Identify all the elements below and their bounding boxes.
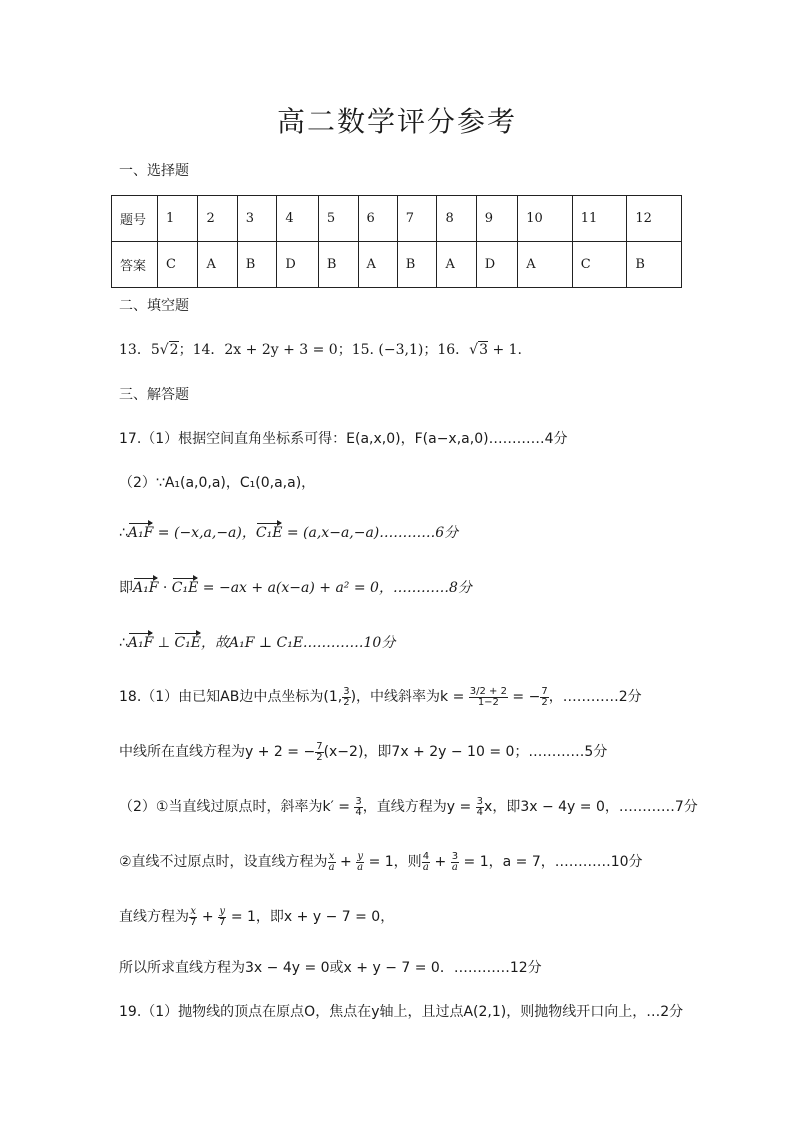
vector-c1e: C₁E — [174, 632, 201, 651]
p18-l4-text-3: = 1，a = 7，…………10分 — [459, 854, 643, 870]
sqrt-3: 3 — [479, 342, 489, 358]
numerator: y — [219, 905, 226, 917]
section-heading-fill: 二、填空题 — [119, 298, 189, 314]
fraction-slope — [469, 687, 508, 708]
table-cell-number: 1 — [158, 196, 198, 242]
p17-l4-prefix: 即 — [119, 580, 133, 596]
p17-l3-text-1: = (−x,a,−a)， — [153, 525, 256, 541]
table-cell-number: 6 — [358, 196, 397, 242]
table-cell-answer: B — [627, 242, 682, 288]
plus-symbol: + — [335, 854, 357, 870]
p18-line-5 — [119, 906, 394, 928]
table-cell-number: 11 — [572, 196, 627, 242]
p18-l3-text-2: ，直线方程为y = — [362, 799, 476, 815]
denominator: 2 — [316, 751, 323, 763]
table-cell-answer: A — [358, 242, 397, 288]
p18-line-6: 所以所求直线方程为3x − 4y = 0或x + y − 7 = 0．…………12分 — [119, 960, 542, 976]
numerator: 7 — [541, 685, 548, 697]
table-cell-answer: A — [198, 242, 237, 288]
denominator: 1−2 — [477, 696, 499, 708]
vector-a1f: A₁F — [133, 577, 158, 596]
p17-line-2: （2）∵A₁(a,0,a)，C₁(0,a,a)， — [119, 475, 316, 491]
numerator: 3 — [343, 685, 350, 697]
denominator: 4 — [355, 806, 362, 818]
numerator: y — [357, 850, 363, 862]
numerator: x — [190, 905, 196, 917]
denominator: a — [451, 861, 458, 873]
plus-symbol: + — [430, 854, 451, 870]
fill-answers-line: 13．5√2；14．2x + 2y + 3 = 0；15. (−3,1)；16．√3 + 1. — [119, 342, 523, 358]
table-cell-answer: C — [572, 242, 627, 288]
perpendicular-symbol: ⊥ — [153, 635, 175, 651]
page-title: 高二数学评分参考 — [276, 105, 517, 138]
vector-a1f: A₁F — [128, 632, 153, 651]
p19-line-1: 19.（1）抛物线的顶点在原点O，焦点在y轴上，且过点A(2,1)，则抛物线开口向上，…2分 — [119, 1004, 684, 1020]
table-cell-answer: B — [237, 242, 277, 288]
fraction-4-a — [422, 852, 430, 873]
fraction-3-a — [451, 852, 459, 873]
answer-table — [111, 195, 682, 288]
p18-l3-text-1: （2）①当直线过原点时，斜率为k′ = — [119, 799, 355, 815]
table-cell-number: 9 — [476, 196, 518, 242]
p17-line-3 — [119, 522, 458, 542]
p18-l3-text-3: x，即3x − 4y = 0，…………7分 — [484, 799, 698, 815]
fraction-3-4 — [476, 797, 484, 818]
numerator: 3 — [355, 795, 362, 807]
table-cell-answer: B — [397, 242, 437, 288]
p18-line-2 — [119, 741, 607, 763]
table-label-number: 题号 — [112, 196, 158, 242]
table-cell-number: 3 — [237, 196, 277, 242]
p18-l2-text-1: 中线所在直线方程为y + 2 = − — [119, 744, 316, 760]
table-cell-number: 4 — [277, 196, 319, 242]
table-cell-answer: D — [476, 242, 518, 288]
fraction-3-4 — [354, 797, 362, 818]
p18-l1-text-1: 18.（1）由已知AB边中点坐标为(1, — [119, 689, 343, 705]
denominator: a — [328, 861, 335, 873]
fraction-y-a — [356, 852, 364, 873]
sqrt-2: 2 — [169, 342, 179, 358]
p18-l2-text-2: (x−2)，即7x + 2y − 10 = 0；…………5分 — [323, 744, 608, 760]
fraction-7-2 — [540, 687, 548, 708]
table-cell-number: 2 — [198, 196, 237, 242]
p18-l1-text-2: )，中线斜率为k = — [350, 689, 469, 705]
p18-line-4 — [119, 851, 643, 873]
denominator: a — [422, 861, 429, 873]
denominator: 2 — [541, 696, 548, 708]
fill-text-3: + 1. — [488, 342, 523, 358]
vector-c1e: C₁E — [172, 577, 199, 596]
p18-l4-text-1: ②直线不过原点时，设直线方程为 — [119, 854, 328, 870]
numerator: 3/2 + 2 — [469, 685, 507, 697]
denominator: a — [357, 861, 364, 873]
therefore-symbol: ∴ — [119, 635, 128, 651]
table-cell-answer: B — [318, 242, 358, 288]
dot-operator: · — [158, 580, 172, 596]
numerator: x — [328, 850, 335, 862]
p17-line-1: 17.（1）根据空间直角坐标系可得：E(a,x,0)，F(a−x,a,0)…………4分 — [119, 431, 568, 447]
p18-l5-text-2: = 1，即x + y − 7 = 0， — [226, 909, 395, 925]
plus-symbol: + — [197, 909, 219, 925]
p17-l3-text-2: = (a,x−a,−a)…………6分 — [282, 525, 459, 541]
numerator: 7 — [316, 740, 323, 752]
p17-line-4 — [119, 577, 472, 597]
vector-a1f: A₁F — [128, 522, 153, 541]
p17-l5-text: ，故A₁F ⊥ C₁E.…………10分 — [201, 635, 396, 651]
p17-l4-text: = −ax + a(x−a) + a² = 0，…………8分 — [198, 580, 472, 596]
table-cell-number: 5 — [318, 196, 358, 242]
fraction-x-a — [328, 852, 336, 873]
section-heading-solve: 三、解答题 — [119, 387, 189, 403]
vector-c1e: C₁E — [256, 522, 283, 541]
p18-line-3 — [119, 796, 698, 818]
table-cell-answer: D — [277, 242, 319, 288]
table-cell-answer: A — [437, 242, 476, 288]
table-row-numbers — [112, 196, 682, 242]
therefore-symbol: ∴ — [119, 525, 128, 541]
denominator: 2 — [343, 696, 350, 708]
fill-text-2: ；14．2x + 2y + 3 = 0；15. (−3,1)；16． — [178, 342, 470, 358]
denominator: 7 — [190, 916, 197, 928]
table-cell-number: 7 — [397, 196, 437, 242]
table-row-answers — [112, 242, 682, 288]
fraction-7-2 — [315, 742, 323, 763]
p18-l5-text-1: 直线方程为 — [119, 909, 189, 925]
denominator: 7 — [219, 916, 226, 928]
denominator: 4 — [476, 806, 484, 818]
table-cell-number: 12 — [627, 196, 682, 242]
fraction-3-2 — [342, 687, 350, 708]
p18-l1-text-3: = − — [507, 689, 541, 705]
numerator: 4 — [422, 850, 430, 862]
p17-line-5 — [119, 632, 395, 652]
p18-l1-text-4: ，…………2分 — [548, 689, 642, 705]
table-cell-answer: A — [518, 242, 573, 288]
table-cell-number: 10 — [518, 196, 573, 242]
p18-line-1 — [119, 686, 642, 708]
table-cell-number: 8 — [437, 196, 476, 242]
table-label-answer: 答案 — [112, 242, 158, 288]
numerator: 3 — [451, 850, 459, 862]
table-cell-answer: C — [158, 242, 198, 288]
section-heading-choice: 一、选择题 — [119, 163, 189, 179]
p18-l4-text-2: = 1，则 — [364, 854, 422, 870]
numerator: 3 — [476, 795, 484, 807]
fill-text-1: 13．5 — [119, 342, 160, 358]
